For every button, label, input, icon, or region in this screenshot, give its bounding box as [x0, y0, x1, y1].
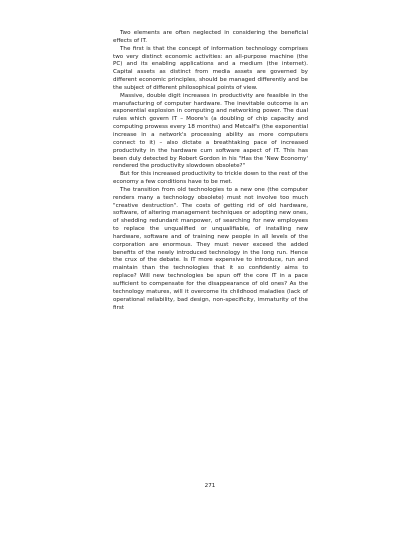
paragraph-4: But for this increased productivity to trickle down to the rest of the economy a few conditions have to be met. — [113, 171, 308, 186]
paragraph-3: Massive, double digit increases in productivity are feasible in the manufacturing of computer hardware. The inevitable outcome is an exponential explosion in computing and networking power. The dual rules which govern IT – Moore's (a doubling of chip capacity and computing prowess every 18 months) and Metcalf's (the exponential increase in a network's processing ability as more computers connect to it) – also dictate a breathtaking pace of increased productivity in the hardware cum software aspect of IT. This has been duly detected by Robert Gordon in his "Has the 'New Economy' rendered the productivity slowdown obsolete?" — [113, 92, 308, 170]
body-text — [113, 30, 308, 312]
page-number: 271 — [204, 483, 216, 489]
paragraph-2: The first is that the concept of information technology comprises two very distinct economic activities: an all-purpose machine (the PC) and its enabling applications and a medium (the internet). Capital assets as distinct from media assets are governed by different economic principles, should be managed differently and be the subject of different philosophical points of view. — [113, 45, 308, 91]
paragraph-1: Two elements are often neglected in considering the beneficial effects of IT. — [113, 30, 308, 44]
paragraph-5: The transition from old technologies to a new one (the computer renders many a technology obsolete) must not involve too much "creative destruction". The costs of getting rid of old hardware, software, of altering management techniques or adopting new ones, of shedding redundant manpower, of searching for new employees to replace the unqualified or unqualifiable, of installing new hardware, software and of training new people in all levels of the corporation are enormous. They must never exceed the added benefits of the newly introduced technology in the long run. Hence the crux of the debate. Is IT more expensive to introduce, run and maintain than the technologies that it so confidently aims to replace? Will new technologies be spun off the core IT in a pace sufficient to compensate for the disappearance of old ones? As the technology matures, will it overcome its childhood maladies (lack of operational reliability, bad design, non-specificity, immaturity of the first — [113, 186, 308, 311]
